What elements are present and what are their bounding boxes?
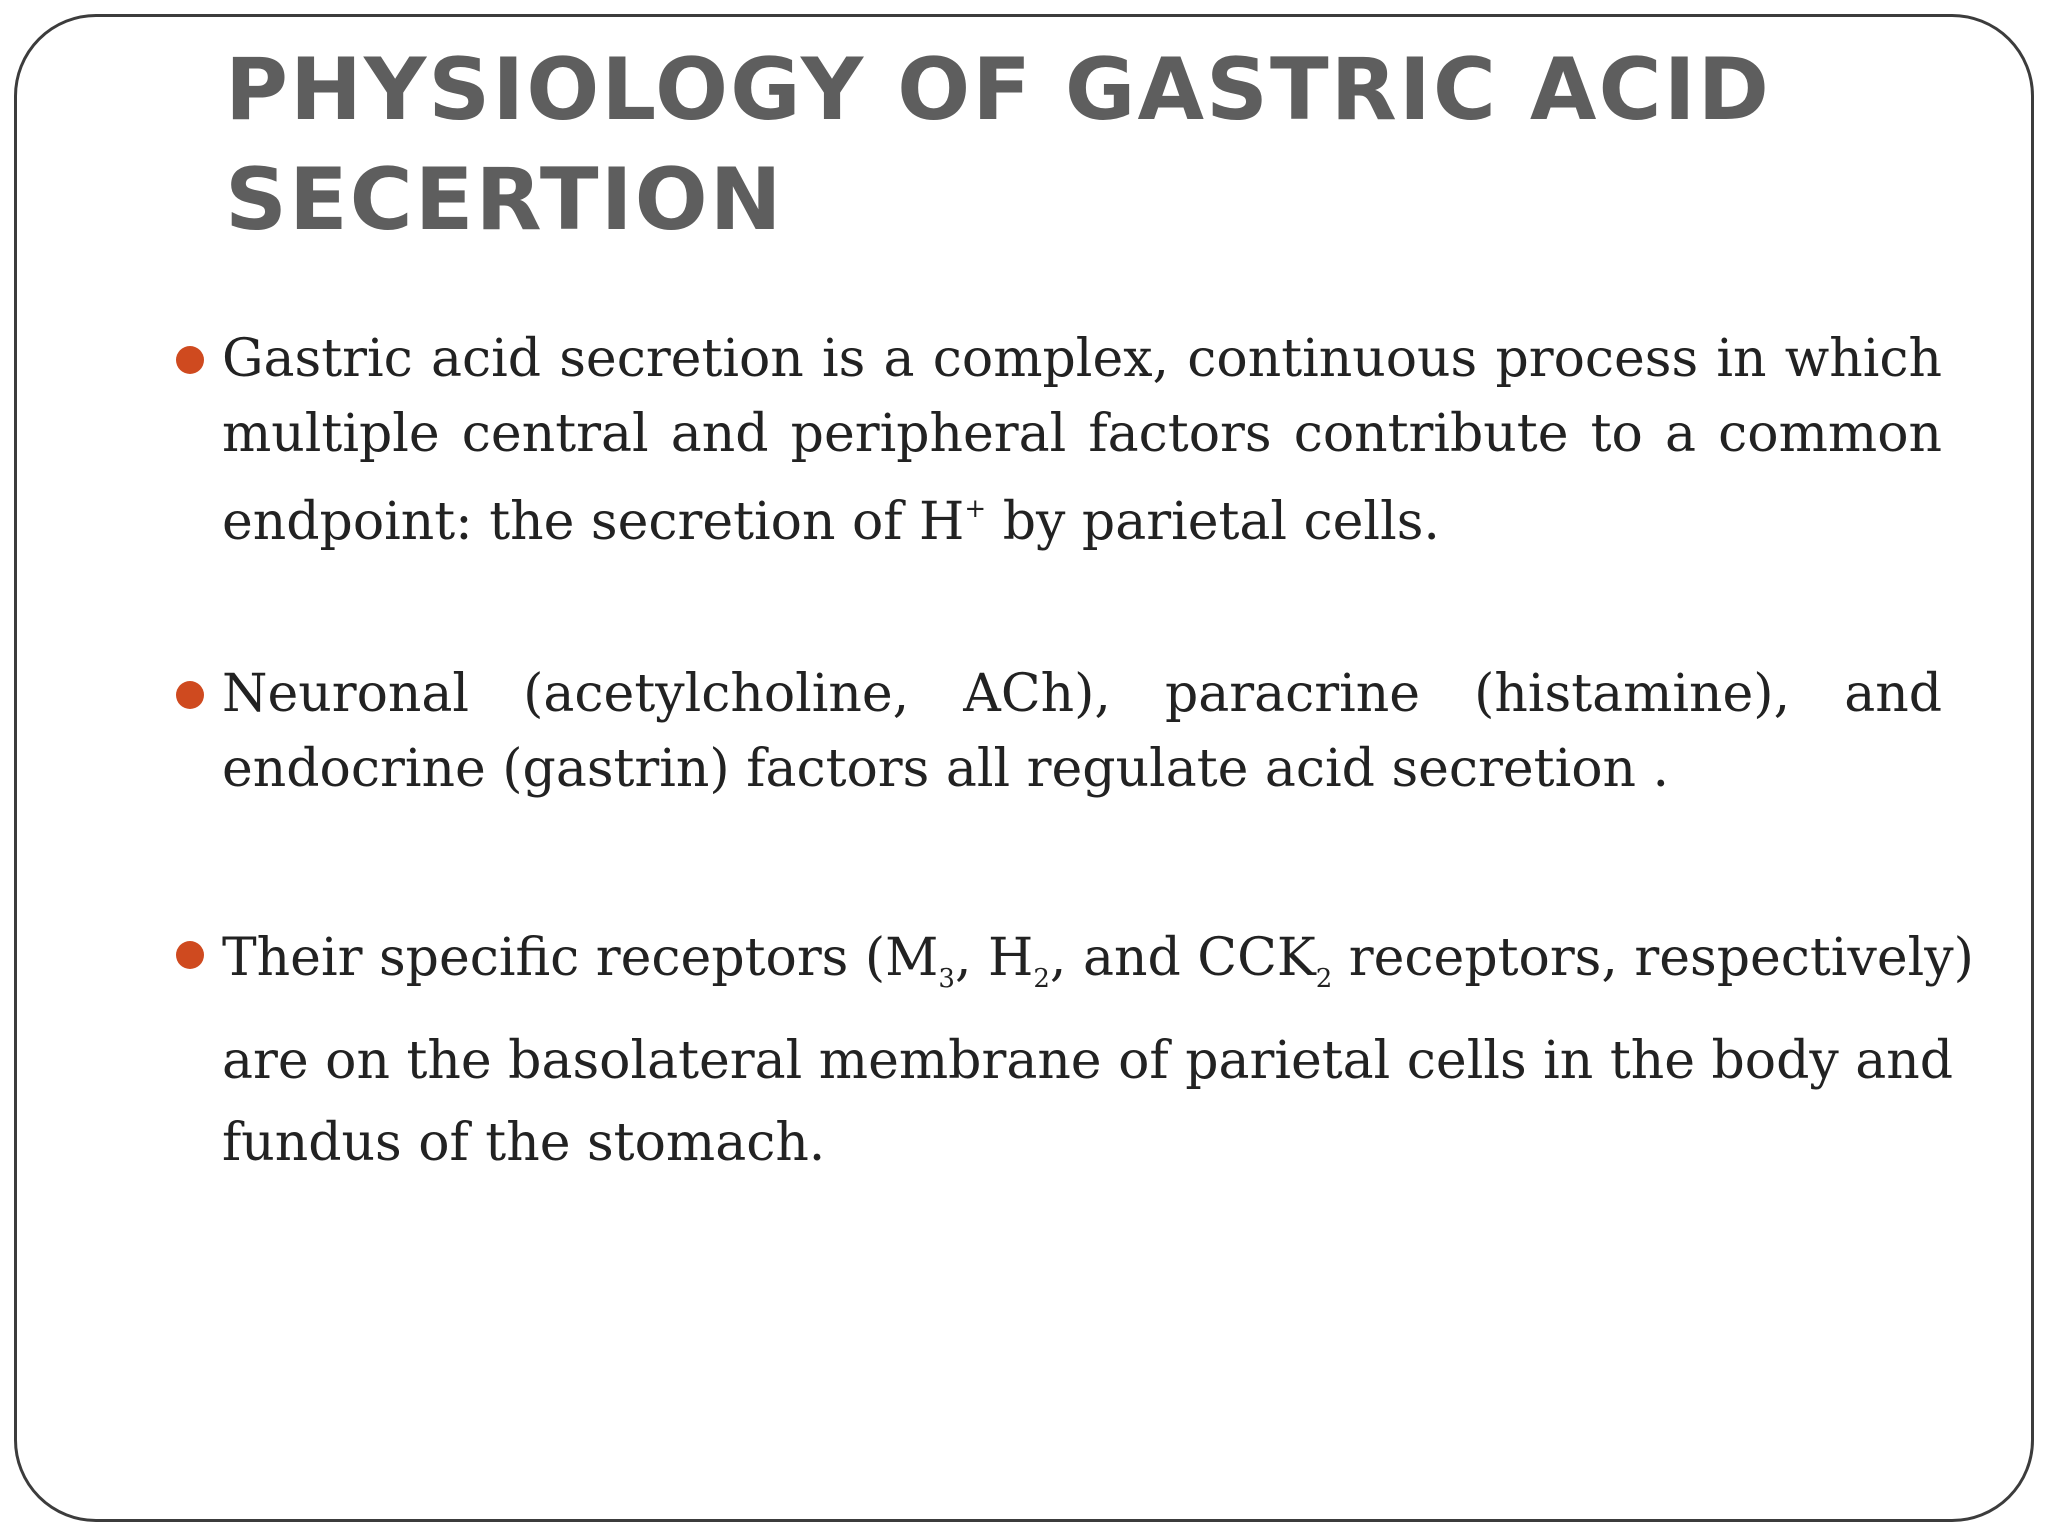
bullet-line: Neuronal (acetylcholine, ACh), paracrine (histamine), and (222, 664, 1942, 724)
text-run: Their specific receptors (M (222, 928, 939, 988)
text-run: by parietal cells. (986, 492, 1440, 552)
title-line: PHYSIOLOGY OF GASTRIC ACID (225, 40, 1771, 140)
bullet-item (222, 917, 1974, 1184)
bullet-dot-icon (176, 346, 204, 374)
bullet-dot-icon (176, 941, 204, 969)
bullet-list (17, 17, 2031, 1519)
text-run: , H (954, 928, 1034, 988)
bullet-line: endocrine (gastrin) factors all regulate acid secretion . (222, 739, 1670, 799)
subscript: 3 (938, 964, 955, 994)
bullet-line: are on the basolateral membrane of parietal cells in the body and (222, 1031, 1954, 1091)
text-run: , and CCK (1049, 928, 1316, 988)
bullet-item (222, 657, 1942, 807)
subscript: 2 (1033, 964, 1050, 994)
text-run: receptors, respectively) (1332, 928, 1974, 988)
title-line: SECERTION (225, 150, 784, 250)
superscript: + (964, 494, 987, 524)
bullet-line: fundus of the stomach. (222, 1113, 826, 1173)
subscript: 2 (1315, 964, 1333, 994)
bullet-line: Gastric acid secretion is a complex, continuous process in which (222, 329, 1942, 389)
bullet-item (222, 322, 1942, 560)
text-run: endpoint: the secretion of H (222, 492, 965, 552)
slide-frame (14, 14, 2034, 1522)
bullet-line (222, 472, 1942, 560)
bullet-line (222, 917, 1974, 1020)
bullet-dot-icon (176, 681, 204, 709)
bullet-line: multiple central and peripheral factors contribute to a common (222, 404, 1942, 464)
